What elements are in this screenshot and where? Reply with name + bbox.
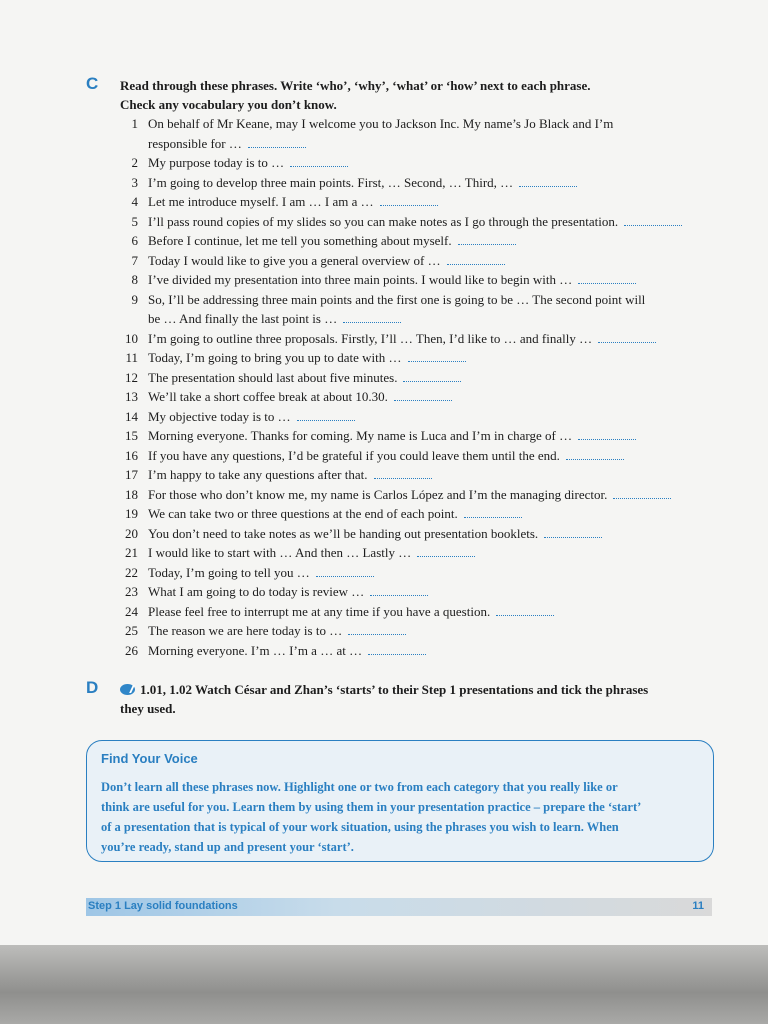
phrase-number: 10 [125,330,138,346]
phrase-item [120,329,730,349]
section-d-instruction [120,680,720,718]
voice-line: think are useful for you. Learn them by using them in your presentation practice – prepare the ‘start’ [101,800,642,814]
phrase-number: 13 [125,389,138,404]
answer-blank[interactable] [290,156,348,167]
phrase-text: Before I continue, let me tell you something about myself. [148,233,452,248]
phrase-text: The presentation should last about five minutes. [148,369,398,385]
phrase-text: For those who don’t know me, my name is Carlos López and I’m the managing director. [148,486,608,502]
phrase-item [120,387,730,407]
phrase-number: 1 [131,116,138,131]
phrase-item [120,192,730,212]
phrase-item [120,426,730,446]
phrase-number: 3 [131,174,138,190]
phrase-text: I’ve divided my presentation into three main points. I would like to begin with … [148,272,573,287]
answer-blank[interactable] [598,332,656,343]
voice-line: Don’t learn all these phrases now. Highlight one or two from each category that you really like or [101,780,618,794]
phrase-text: Today, I’m going to tell you … [148,564,310,580]
audio-icon[interactable] [120,684,135,695]
phrase-text: On behalf of Mr Keane, may I welcome you to Jackson Inc. My name’s Jo Black and I’m [148,116,614,131]
phrase-text: I’ll pass round copies of my slides so you can make notes as I go through the presentation. [148,213,619,229]
phrase-number: 11 [125,350,138,365]
answer-blank[interactable] [374,468,432,479]
phrase-text: I would like to start with … And then … Lastly … [148,545,412,560]
phrase-text: I’m going to outline three proposals. Firstly, I’ll … Then, I’d like to … and finally … [148,330,593,346]
phrase-text-continued: be … And finally the last point is … [148,311,338,326]
phrase-number: 5 [131,213,138,229]
phrase-item [120,231,730,251]
phrase-item [120,251,730,271]
phrase-number: 16 [125,447,138,463]
phrase-item [120,465,730,485]
page-footer [86,898,712,916]
phrase-item [120,114,730,153]
section-c-letter: C [86,74,99,93]
answer-blank[interactable] [519,176,577,187]
phrase-item [120,270,730,290]
phrase-text: I’m going to develop three main points. First, … Second, … Third, … [148,174,514,190]
instruction-line-1: Read through these phrases. Write ‘who’, ‘why’, ‘what’ or ‘how’ next to each phrase. [120,78,591,93]
phrase-number: 9 [131,291,138,307]
phrase-text: The reason we are here today is to … [148,623,343,638]
phrase-item [120,543,730,563]
phrase-text: My objective today is to … [148,408,291,424]
phrase-item [120,446,730,466]
phrase-text-continued: responsible for … [148,135,242,151]
phrase-number: 24 [125,603,138,619]
answer-blank[interactable] [316,566,374,577]
track-numbers: 1.01, 1.02 [140,682,192,697]
phrase-item [120,641,730,661]
phrase-number: 21 [125,545,138,560]
phrase-item [120,290,730,329]
answer-blank[interactable] [578,273,636,284]
answer-blank[interactable] [368,644,426,655]
phrase-text: We’ll take a short coffee break at about 10.30. [148,389,388,404]
phrase-item [120,368,730,388]
phrase-item [120,621,730,641]
phrase-number: 2 [131,155,138,170]
phrase-text: Please feel free to interrupt me at any time if you have a question. [148,603,491,619]
phrase-item [120,524,730,544]
phrase-number: 15 [125,428,138,443]
phrase-text: My purpose today is to … [148,155,285,170]
phrase-item [120,485,730,505]
answer-blank[interactable] [578,429,636,440]
phrase-item [120,563,730,583]
phrase-item [120,348,730,368]
phrase-text: Today, I’m going to bring you up to date with … [148,350,402,365]
answer-blank[interactable] [496,605,554,616]
find-your-voice-box [86,740,714,862]
phrase-number: 4 [131,194,138,209]
answer-blank[interactable] [380,195,438,206]
answer-blank[interactable] [394,390,452,401]
phrase-number: 17 [125,467,138,482]
voice-line: of a presentation that is typical of your work situation, using the phrases you wish to learn. When [101,820,619,834]
answer-blank[interactable] [544,527,602,538]
instruction-line-2: they used. [120,701,176,716]
phrase-number: 23 [125,584,138,599]
answer-blank[interactable] [370,585,428,596]
answer-blank[interactable] [566,449,624,460]
answer-blank[interactable] [417,546,475,557]
phrase-item [120,173,730,193]
footer-title: Lay solid foundations [124,900,238,912]
phrase-number: 6 [131,233,138,248]
answer-blank[interactable] [248,137,306,148]
answer-blank[interactable] [348,624,406,635]
voice-line: you’re ready, stand up and present your ‘start’. [101,840,354,854]
phrase-text: If you have any questions, I’d be grateful if you could leave them until the end. [148,447,560,463]
phrase-text: Today I would like to give you a general overview of … [148,252,441,268]
page-number: 11 [692,900,704,912]
phrase-number: 7 [131,252,138,268]
phrase-number: 18 [125,486,138,502]
page-shadow [0,945,768,1024]
phrase-text: Let me introduce myself. I am … I am a … [148,194,374,209]
phrase-item [120,582,730,602]
answer-blank[interactable] [613,488,671,499]
answer-blank[interactable] [408,351,466,362]
answer-blank[interactable] [297,410,355,421]
phrase-item [120,212,730,232]
phrase-number: 8 [131,272,138,287]
answer-blank[interactable] [464,507,522,518]
footer-step: Step 1 [88,900,122,912]
answer-blank[interactable] [343,312,401,323]
phrase-item [120,407,730,427]
phrase-number: 19 [125,506,138,521]
phrase-text: What I am going to do today is review … [148,584,365,599]
phrase-text: You don’t need to take notes as we’ll be handing out presentation booklets. [148,525,539,541]
answer-blank[interactable] [447,254,505,265]
instruction-line-2: Check any vocabulary you don’t know. [120,97,337,112]
answer-blank[interactable] [624,215,682,226]
phrase-text: Morning everyone. I’m … I’m a … at … [148,642,363,658]
instruction-line-1: Watch César and Zhan’s ‘starts’ to their Step 1 presentations and tick the phrases [195,682,649,697]
phrase-text: Morning everyone. Thanks for coming. My name is Luca and I’m in charge of … [148,428,573,443]
phrase-number: 12 [125,369,138,385]
section-d-letter: D [86,678,99,697]
find-your-voice-text [101,777,701,857]
phrase-item [120,153,730,173]
phrase-item [120,602,730,622]
phrase-number: 14 [125,408,138,424]
find-your-voice-title: Find Your Voice [101,751,198,766]
phrase-number: 25 [125,623,138,638]
phrase-text: We can take two or three questions at the end of each point. [148,506,458,521]
answer-blank[interactable] [458,234,516,245]
section-c-instruction [120,76,720,114]
answer-blank[interactable] [403,371,461,382]
phrase-number: 20 [125,525,138,541]
phrase-number: 22 [125,564,138,580]
phrase-number: 26 [125,642,138,658]
phrase-text: So, I’ll be addressing three main points and the first one is going to be … The second point will [148,291,646,307]
phrase-text: I’m happy to take any questions after that. [148,467,368,482]
phrase-item [120,504,730,524]
